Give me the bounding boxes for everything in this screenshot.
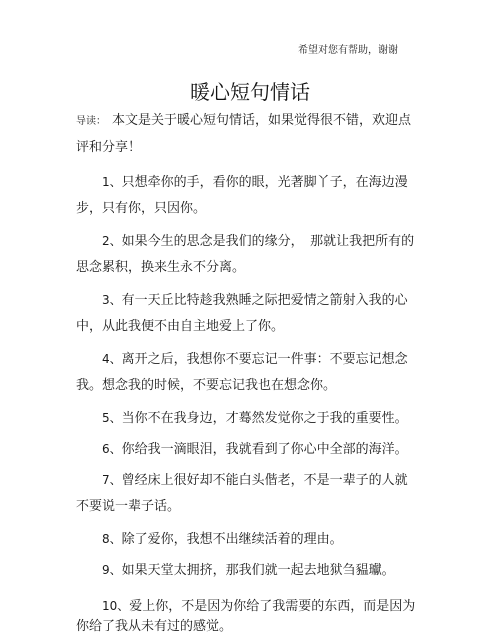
list-item (76, 169, 416, 222)
list-item (76, 436, 416, 463)
list-item (76, 346, 416, 399)
list-item (76, 526, 416, 553)
lead-label: 导读： (76, 116, 106, 127)
item-text: 只想牵你的手，看你的眼，光著脚丫子，在海边漫步，只有你，只因你。 (76, 175, 408, 216)
list-item (76, 557, 416, 584)
item-number: 7、 (102, 473, 122, 487)
item-text: 离开之后，我想你不要忘记一件事：不要忘记想念我。想念我的时候，不要忘记我也在想念你。 (76, 352, 408, 393)
item-text: 如果今生的思念是我们的缘分， 那就让我把所有的思念累积，换来生永不分离。 (76, 234, 415, 275)
item-text: 当你不在我身边，才蓦然发觉你之于我的重要性。 (121, 411, 408, 426)
list-item (76, 287, 416, 340)
item-number: 1、 (102, 175, 122, 189)
item-number: 9、 (102, 563, 122, 577)
list-item (76, 228, 416, 281)
list-item (76, 596, 416, 637)
item-number: 2、 (102, 234, 122, 248)
list-item (76, 467, 416, 520)
item-number: 3、 (102, 293, 122, 307)
lead-paragraph (76, 108, 416, 161)
item-text: 你给我一滴眼泪，我就看到了你心中全部的海洋。 (121, 442, 408, 457)
lead-text: 本文是关于暖心短句情话，如果觉得很不错，欢迎点评和分享！ (76, 113, 412, 155)
header-note: 希望对您有帮助，谢谢 (298, 45, 398, 56)
list-item (76, 405, 416, 432)
item-number: 5、 (102, 411, 122, 425)
item-text: 除了爱你，我想不出继续活着的理由。 (121, 532, 343, 547)
item-text: 曾经床上很好却不能白头偕老，不是一辈子的人就不要说一辈子话。 (76, 473, 408, 514)
document-body (76, 108, 416, 643)
item-number: 8、 (102, 532, 122, 546)
item-number: 10、 (102, 599, 130, 613)
item-text: 有一天丘比特趁我熟睡之际把爱情之箭射入我的心中，从此我便不由自主地爱上了你。 (76, 293, 408, 334)
item-text: 如果天堂太拥挤，那我们就一起去地狱刍豱瓛。 (121, 563, 395, 578)
item-number: 6、 (102, 442, 122, 456)
item-text: 爱上你，不是因为你给了我需要的东西，而是因为你给了我从未有过的感觉。 (76, 599, 416, 634)
item-number: 4、 (102, 352, 122, 366)
document-title: 暖心短句情话 (190, 80, 310, 104)
